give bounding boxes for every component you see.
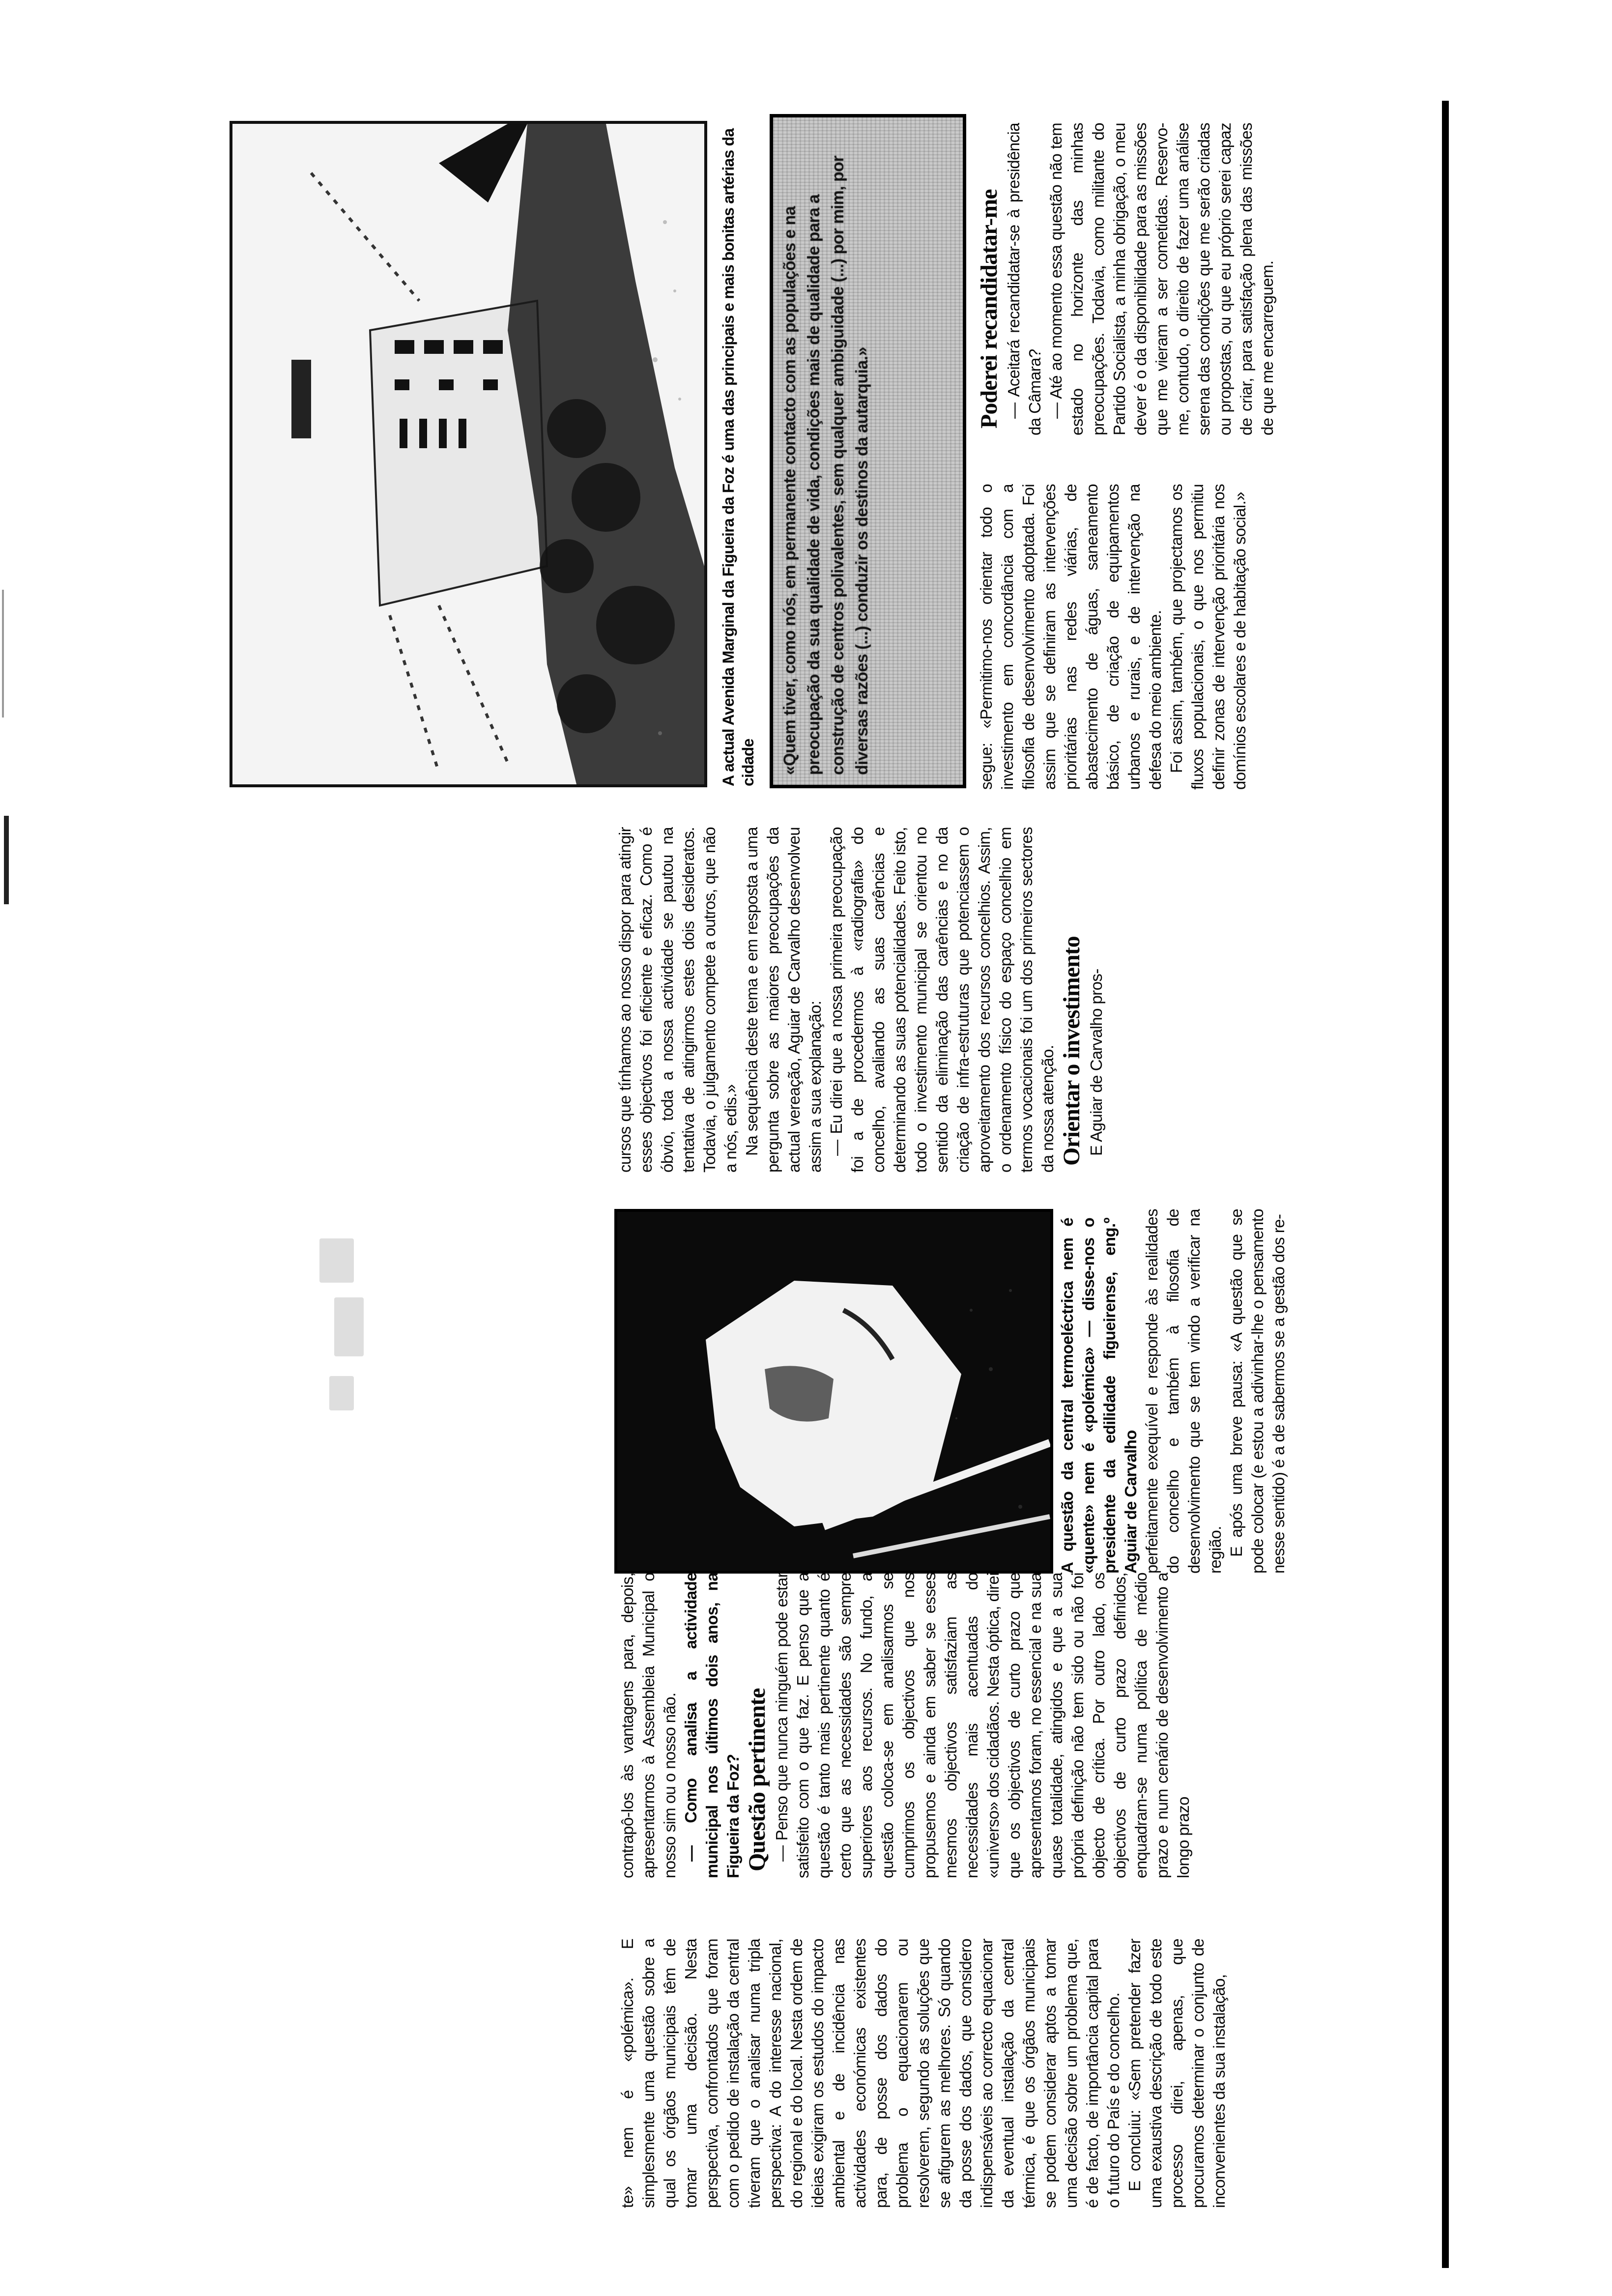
paragraph: Foi assim, também, que projectamos os fluxos populacionais, o que nos permitiu definir zonas de intervenção prioritária nos domínios escolares e de habitação social.» [1167, 484, 1249, 790]
scan-artifact [329, 1376, 354, 1410]
column-middle-2 [614, 827, 1441, 1173]
portrait-photo [614, 1209, 1053, 1574]
column-right-1 [976, 484, 1440, 790]
paragraph: — Eu direi que a nossa primeira preocupação foi a de procedermos à «radiografia» do concelho, avaliando as suas carências e determinando as suas potencialidades. Feito isto, todo o investimento municipal se orientou no sentido da eliminação das carências e no da criação de infra-estruturas que potenciassem o aproveitamento dos recursos concelhios. Assim, o ordenamento físico do espaço concelhio em termos vocacionais foi um dos primeiros sectores da nossa atenção. [827, 827, 1057, 1173]
column-middle-1 [1057, 1209, 1441, 1574]
portrait-caption: A questão da central termoeléctrica nem é «quente» nem é «polémica» — disse-nos o presidente da edilidade figueirense, eng.º Aguiar de Carvalho [1058, 1218, 1140, 1574]
column-left-2 [617, 1573, 1439, 1878]
paragraph: segue: «Permitimo-nos orientar todo o investimento em concordância com a filosofia de desenvolvimento adoptada. Foi assim que se definiram as intervenções prioritárias nas redes viárias, de abastecimento de águas, saneamento básico, de criação de equipamentos urbanos e rurais, e de intervenção na defesa do meio ambiente. [977, 484, 1164, 790]
page-top-rule [1442, 101, 1449, 2268]
pull-quote-box [770, 114, 966, 788]
paragraph: E após uma breve pausa: «A questão que se pode colocar (e estou a adivinhar-lhe o pensamento nesse sentido) é a de sabermos se a gestão dos re- [1227, 1209, 1288, 1574]
column-left-1 [617, 1939, 1439, 2208]
paragraph: — Até ao momento essa questão não tem estado no horizonte das minhas preocupações. Todavia, como militante do Partido Socialista, a minha obrigação, o meu dever é o da disponibilidade para as missões que me vieram a ser cometidas. Reservo-me, contudo, o direito de fazer uma análise serena das condições que me serão criadas ou propostas, ou que eu próprio serei capaz de criar, para satisfação plena das missões de que me encarreguem. [1047, 123, 1276, 435]
interview-question: — Aceitará recandidatar-se à presidência da Câmara? [1005, 123, 1044, 435]
top-photo-caption: A actual Avenida Marginal da Figueira da Foz é uma das principais e mais bonitas artérias da cidade [720, 128, 757, 786]
interview-question: — Como analisa a actividade municipal nos últimos dois anos, na Figueira da Foz? [682, 1573, 742, 1878]
paragraph: te» nem é «polémica». E simplesmente uma questão sobre a qual os órgãos municipais têm de tomar uma decisão. Nesta perspectiva, confrontados que foram com o pedido de instalação da central tiveram que o analisar numa tripla perspectiva: A do interesse nacional, do regional e do local. Nesta ordem de ideias exigiram os estudos do impacto ambiental e de incidência nas actividades económicas existentes para, de posse dos dados do problema o equacionarem ou resolverem, segundo as soluções que se afigurem as melhores. Só quando da posse dos dados, que considero indispensáveis ao correcto equacionar da eventual instalação da central térmica, é que os órgãos municipais se podem considerar aptos a tomar uma decisão sobre um problema que, é de facto, de importância capital para o futuro do País e do concelho. [618, 1939, 1123, 2208]
paragraph: perfeitamente exequível e responde às realidades do concelho e também à filosofia de desenvolvimento que se tem vindo a verificar na região. [1143, 1209, 1224, 1574]
paragraph: Na sequência deste tema e em resposta a uma pergunta sobre as maiores preocupações da actual vereação, Aguiar de Carvalho desenvolveu assim a sua explanação: [743, 827, 824, 1173]
column-right-2 [976, 123, 1440, 435]
section-heading-poderei-recandidatar-me: Poderei recandidatar-me [976, 189, 1002, 429]
scan-artifact [319, 1238, 354, 1283]
page-edge-mark [4, 816, 9, 904]
paragraph: cursos que tínhamos ao nosso dispor para atingir esses objectivos foi eficiente e eficaz. Como é óbvio, toda a nossa actividade se pautou na tentativa de atingirmos estes dois desideratos. Todavia, o julgamento compete a outros, que não a nós, edis.» [616, 827, 740, 1173]
avenida-marginal-photo [230, 121, 707, 787]
paragraph: — Penso que nunca ninguém pode estar satisfeito com o que faz. E penso que a questão é tanto mais pertinente quanto é certo que as necessidades são sempre superiores aos recursos. No fundo, a questão coloca-se em analisarmos se cumprimos os objectivos que nos propusemos e ainda em saber se esses mesmos objectivos satisfaziam as necessidades mais acentuadas do «universo» dos cidadãos. Nesta óptica, direi que os objectivos de curto prazo que apresentamos foram, no essencial e na sua quase totalidade, atingidos e que a sua própria definição não tem sido ou não foi objecto de crítica. Por outro lado, os objectivos de curto prazo definidos, enquadram-se numa política de médio prazo e num cenário de desenvolvimento a longo prazo [773, 1573, 1192, 1878]
scan-artifact [334, 1297, 364, 1356]
page-edge-mark [2, 590, 4, 718]
section-heading-questao-pertinente: Questão pertinente [744, 1688, 770, 1871]
section-heading-orientar-o-investimento: Orientar o investimento [1059, 936, 1085, 1166]
paragraph: E concluiu: «Sem pretender fazer uma exaustiva descrição de todo este processo direi, apenas, que procuramos determinar o conjunto de inconvenientes da sua instalação, [1125, 1939, 1228, 2208]
paragraph: E Aguiar de Carvalho pros- [1087, 969, 1105, 1156]
street-photo-icon [232, 124, 704, 784]
paragraph: contrapô-los às vantagens para, depois, apresentarmos à Assembleia Municipal o nosso sim ou o nosso não. [618, 1573, 679, 1878]
portrait-icon [617, 1212, 1050, 1571]
pull-quote-text: «Quem tiver, como nós, em permanente contacto com as populações e na preocupação da sua qualidade de vida, condições mais de qualidade para a construção de centros polivalentes, sem qualquer ambiguidade (...) por mim, por diversas razões (...) conduzir os destinos da autarquia.» [780, 156, 871, 775]
